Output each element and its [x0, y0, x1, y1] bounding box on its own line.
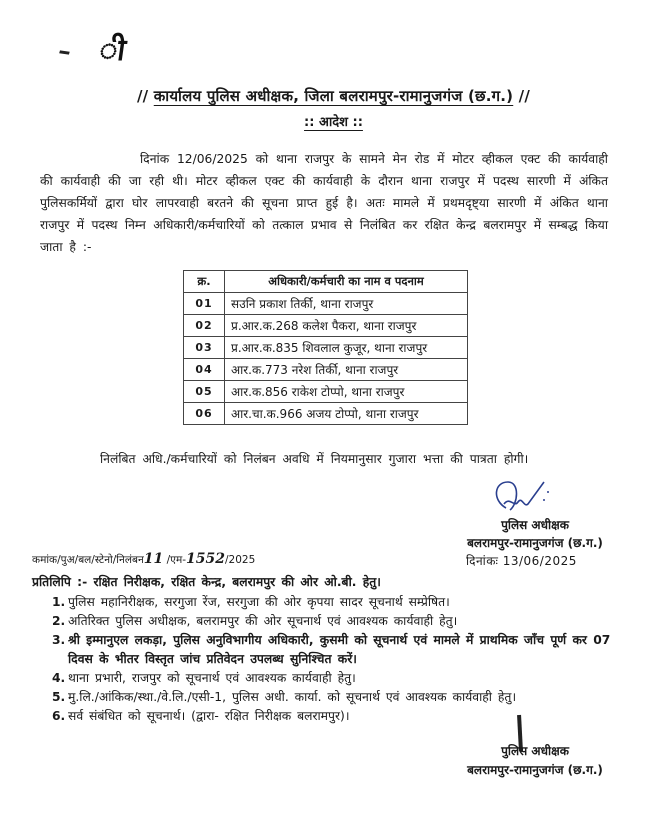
ref-handwritten-number-2: 1552 — [186, 551, 226, 567]
item-number: 2. — [52, 614, 66, 628]
serial-cell: 06 — [184, 403, 225, 425]
allowance-note: निलंबित अधि./कर्मचारियों को निलंबन अवधि में नियमानुसार गुजारा भत्ता की पात्रता होगी। — [100, 452, 529, 466]
table-row — [184, 359, 468, 381]
col-serial: क्र. — [184, 271, 225, 293]
item-text: अतिरिक्त पुलिस अधीक्षक, बलरामपुर की ओर सूचनार्थ एवं आवश्यक कार्यवाही हेतु। — [68, 614, 458, 628]
office-title — [0, 86, 667, 106]
handwritten-dash — [59, 50, 70, 54]
col-name: अधिकारी/कर्मचारी का नाम व पदनाम — [225, 271, 468, 293]
date-label: दिनांकः — [466, 554, 499, 568]
date-value: 13/06/2025 — [502, 554, 577, 568]
signatory-district: बलरामपुर-रामानुजगंज (छ.ग.) — [467, 536, 603, 550]
name-cell: प्र.आर.क.268 कलेश पैकरा, थाना राजपुर — [225, 315, 468, 337]
ref-handwritten-number: 11 — [143, 551, 164, 567]
list-item — [52, 669, 622, 688]
name-cell: सउनि प्रकाश तिर्की, थाना राजपुर — [225, 293, 468, 315]
item-number: 5. — [52, 690, 66, 704]
name-cell: प्र.आर.क.835 शिवलाल कुजूर, थाना राजपुर — [225, 337, 468, 359]
name-cell: आर.क.856 राकेश टोप्पो, थाना राजपुर — [225, 381, 468, 403]
item-text: पुलिस महानिरीक्षक, सरगुजा रेंज, सरगुजा की ओर कृपया सादर सूचनार्थ सम्प्रेषित। — [68, 595, 450, 609]
list-item — [52, 631, 622, 669]
serial-cell: 01 — [184, 293, 225, 315]
signatory-block-1 — [440, 516, 630, 552]
handwritten-glyph: ी — [97, 33, 128, 68]
serial-cell: 04 — [184, 359, 225, 381]
reference-number — [32, 551, 255, 567]
serial-cell: 02 — [184, 315, 225, 337]
list-item — [52, 707, 622, 726]
handwritten-mark — [57, 28, 128, 69]
signature-date — [466, 552, 577, 569]
order-paragraph: दिनांक 12/06/2025 को थाना राजपुर के सामने मेन रोड में मोटर व्हीकल एक्ट की कार्यवाही की कार्यवाही की जा रही थी। मोटर व्हीकल एक्ट की कार्यवाही के दौरान थाना राजपुर में पदस्थ सारणी में अंकित पुलिसकर्मियों द्वारा घोर लापरवाही बरतने की सूचना प्राप्त हुई है। अतः मामले में प्रथमदृष्ट्या सारणी में अंकित थाना राजपुर में पदस्थ निम्न अधिकारी/कर्मचारियों को तत्काल प्रभाव से निलंबित कर रक्षित केन्द्र बलरामपुर में सम्बद्ध किया जाता है :- — [40, 152, 608, 254]
suspended-staff-table — [183, 270, 468, 425]
list-item — [52, 612, 622, 631]
serial-cell: 03 — [184, 337, 225, 359]
item-text: थाना प्रभारी, राजपुर को सूचनार्थ एवं आवश्यक कार्यवाही हेतु। — [68, 671, 356, 685]
signatory-designation: पुलिस अधीक्षक — [501, 744, 569, 758]
table-row — [184, 337, 468, 359]
name-cell: आर.क.773 नरेश तिर्की, थाना राजपुर — [225, 359, 468, 381]
serial-cell: 05 — [184, 381, 225, 403]
signatory-district: बलरामपुर-रामानुजगंज (छ.ग.) — [467, 763, 603, 777]
item-number: 3. — [52, 633, 66, 647]
table-row — [184, 315, 468, 337]
ref-prefix: कमांक/पुअ/बल/स्टेनो/निलंबन — [32, 554, 144, 566]
title-suffix: // — [518, 87, 531, 105]
list-item — [52, 688, 622, 707]
table-row — [184, 403, 468, 425]
ref-middle: /एम- — [166, 554, 187, 566]
list-item — [52, 593, 622, 612]
table-header-row — [184, 271, 468, 293]
item-text: सर्व संबंधित को सूचनार्थ। (द्वारा- रक्षित निरीक्षक बलरामपुर)। — [68, 709, 350, 723]
item-number: 1. — [52, 595, 66, 609]
office-name: कार्यालय पुलिस अधीक्षक, जिला बलरामपुर-रामानुजगंज (छ.ग.) — [153, 87, 514, 105]
title-prefix: // — [136, 87, 149, 105]
order-title — [0, 112, 667, 130]
ref-year: /2025 — [225, 554, 256, 566]
copy-to-heading: प्रतिलिपि :- रक्षित निरीक्षक, रक्षित केन्द्र, बलरामपुर की ओर ओ.बी. हेतु। — [32, 575, 381, 589]
signatory-block-2 — [430, 742, 640, 780]
table-row — [184, 381, 468, 403]
item-text: श्री इम्मानुएल लकड़ा, पुलिस अनुविभागीय अधिकारी, कुसमी को सूचनार्थ एवं मामले में प्राथमिक जाँच पूर्ण कर 07 दिवस के भीतर विस्तृत जांच प्रतिवेदन उपलब्ध सुनिश्चित करें। — [68, 633, 611, 666]
order-heading: :: आदेश :: — [304, 115, 363, 130]
item-text: मु.लि./आंकिक/स्था./वे.लि./एसी-1, पुलिस अधी. कार्या. को सूचनार्थ एवं आवश्यक कार्यवाही हेतु। — [68, 690, 517, 704]
item-number: 4. — [52, 671, 66, 685]
table-row — [184, 293, 468, 315]
item-number: 6. — [52, 709, 66, 723]
copy-to-list — [52, 593, 622, 726]
signatory-designation: पुलिस अधीक्षक — [501, 518, 569, 532]
name-cell: आर.चा.क.966 अजय टोप्पो, थाना राजपुर — [225, 403, 468, 425]
